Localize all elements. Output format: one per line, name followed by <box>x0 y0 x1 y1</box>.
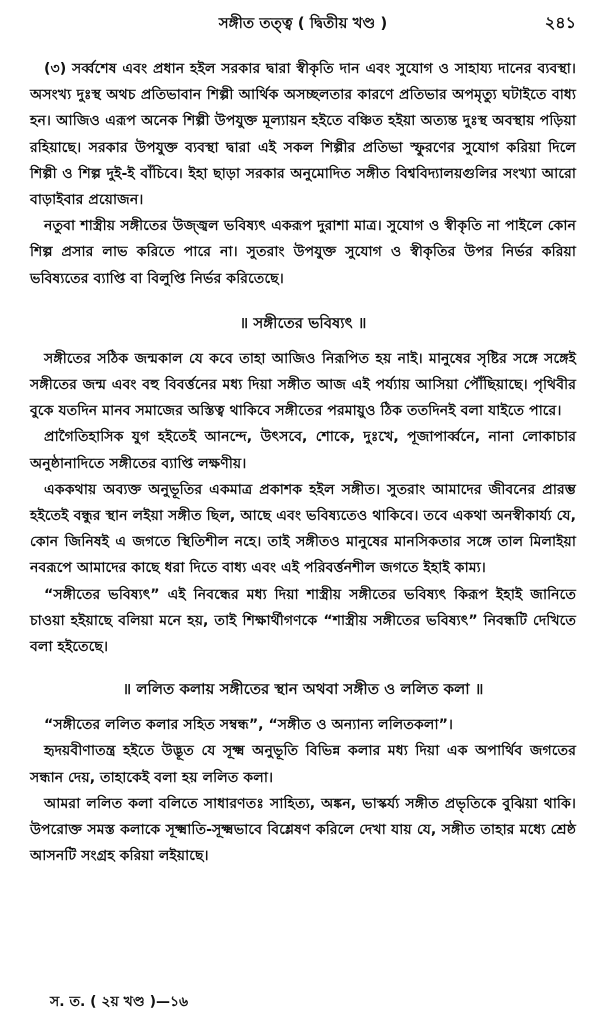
paragraph: (৩) সর্ব্বশেষ এবং প্রধান হইল সরকার দ্বারা স্বীকৃতি দান এবং সুযোগ ও সাহায্য দানের ব্যবস্থা। অসংখ্য দুঃস্থ অথচ প্রতিভাবান শিল্পী আর্থিক অসচ্ছলতার কারণে প্রতিভার অপমৃত্যু ঘটাইতে বাধ্য হন। আজিও এরূপ অনেক শিল্পী উপযুক্ত মূল্যায়ন হইতে বঞ্চিত হইয়া অত্যন্ত দুঃস্থ অবস্থায় পড়িয়া রহিয়াছে। সরকার উপযুক্ত ব্যবস্থা দ্বারা এই সকল শিল্পীর প্রতিভা স্ফুরণের সুযোগ করিয়া দিলে শিল্পী ও শিল্প দুই-ই বাঁচিবে। ইহা ছাড়া সরকার অনুমোদিত সঙ্গীত বিশ্ববিদ্যালয়গুলির সংখ্যা আরো বাড়াইবার প্রয়োজন। <box>30 61 576 209</box>
page-header <box>30 10 576 36</box>
paragraph: প্রাগৈতিহাসিক যুগ হইতেই আনন্দে, উৎসবে, শোকে, দুঃখে, পূজাপার্ব্বনে, নানা লোকাচার অনুষ্ঠানাদিতে সঙ্গীতের ব্যাপ্তি লক্ষণীয়। <box>30 429 576 472</box>
section-heading-fine-arts: ॥ ললিত কলায় সঙ্গীতের স্থান অথবা সঙ্গীত ও ললিত কলা ॥ <box>122 680 484 699</box>
paragraph: হৃদয়বীণাতন্ত্র হইতে উদ্ভূত যে সূক্ষ্ম অনুভূতি বিভিন্ন কলার মধ্য দিয়া এক অপার্থিব জগতের সন্ধান দেয়, তাহাকেই বলা হয় ললিত কলা। <box>30 743 576 786</box>
paragraph: আমরা ললিত কলা বলিতে সাধারণতঃ সাহিত্য, অঙ্কন, ভাস্কর্য্য সঙ্গীত প্রভৃতিকে বুঝিয়া থাকি। উপরোক্ত সমস্ত কলাকে সূক্ষ্মাতি-সূক্ষ্মভাবে বিশ্লেষণ করিলে দেখা যায় যে, সঙ্গীত তাহার মধ্যে শ্রেষ্ঠ আসনটি সংগ্রহ করিয়া লইয়াছে। <box>30 795 576 865</box>
paragraph: নতুবা শাস্ত্রীয় সঙ্গীতের উজ্জ্বল ভবিষ্যৎ একরূপ দুরাশা মাত্র। সুযোগ ও স্বীকৃতি না পাইলে কোন শিল্প প্রসার লাভ করিতে পারে না। সুতরাং উপযুক্ত সুযোগ ও স্বীকৃতির উপর নির্ভর করিয়া ভবিষ্যতের ব্যাপ্তি বা বিলুপ্তি নির্ভর করিতেছে। <box>30 218 576 287</box>
page-footer-signature: স. ত. ( ২য় খণ্ড )—১৬ <box>50 994 189 1010</box>
paragraph: সঙ্গীতের সঠিক জন্মকাল যে কবে তাহা আজিও নিরূপিত হয় নাই। মানুষের সৃষ্টির সঙ্গে সঙ্গেই সঙ্গীতের জন্ম এবং বহু বিবর্ত্তনের মধ্য দিয়া সঙ্গীত আজ এই পর্য্যায় আসিয়া পৌঁছিয়াছে। পৃথিবীর বুকে যতদিন মানব সমাজের অস্তিত্ব থাকিবে সঙ্গীতের পরমায়ুও ঠিক ততদিনই বলা যাইতে পারে। <box>30 350 576 420</box>
paragraph: “সঙ্গীতের ললিত কলার সহিত সম্বন্ধ”, “সঙ্গীত ও অন্যান্য ললিতকলা”। <box>44 717 453 734</box>
running-title: সঙ্গীত তত্ত্ব ( দ্বিতীয় খণ্ড ) <box>218 14 388 32</box>
paragraph: এককথায় অব্যক্ত অনুভূতির একমাত্র প্রকাশক হইল সঙ্গীত। সুতরাং আমাদের জীবনের প্রারম্ভ হইতেই বন্ধুর স্থান লইয়া সঙ্গীত ছিল, আছে এবং ভবিষ্যতেও থাকিবে। তবে একথা অনস্বীকার্য্য যে, কোন জিনিষই এ জগতে স্থিতিশীল নহে। তাই সঙ্গীতও মানুষের মানসিকতার সঙ্গে তাল মিলাইয়া নবরূপে আমাদের কাছে ধরা দিতে বাধ্য এবং এই পরিবর্ত্তনশীল জগতে ইহাই কাম্য। <box>30 481 576 577</box>
paragraph: “সঙ্গীতের ভবিষ্যৎ” এই নিবন্ধের মধ্য দিয়া শাস্ত্রীয় সঙ্গীতের ভবিষ্যৎ কিরূপ ইহাই জানিতে চাওয়া হইয়াছে বলিয়া মনে হয়, তাই শিক্ষার্থীগণকে “শাস্ত্রীয় সঙ্গীতের ভবিষ্যৎ” নিবন্ধটি দেখিতে বলা হইতেছে। <box>30 586 576 656</box>
section-heading-future-of-music: ॥ সঙ্গীতের ভবিষ্যৎ ॥ <box>239 313 367 332</box>
page-number: ২৪১ <box>544 13 576 32</box>
